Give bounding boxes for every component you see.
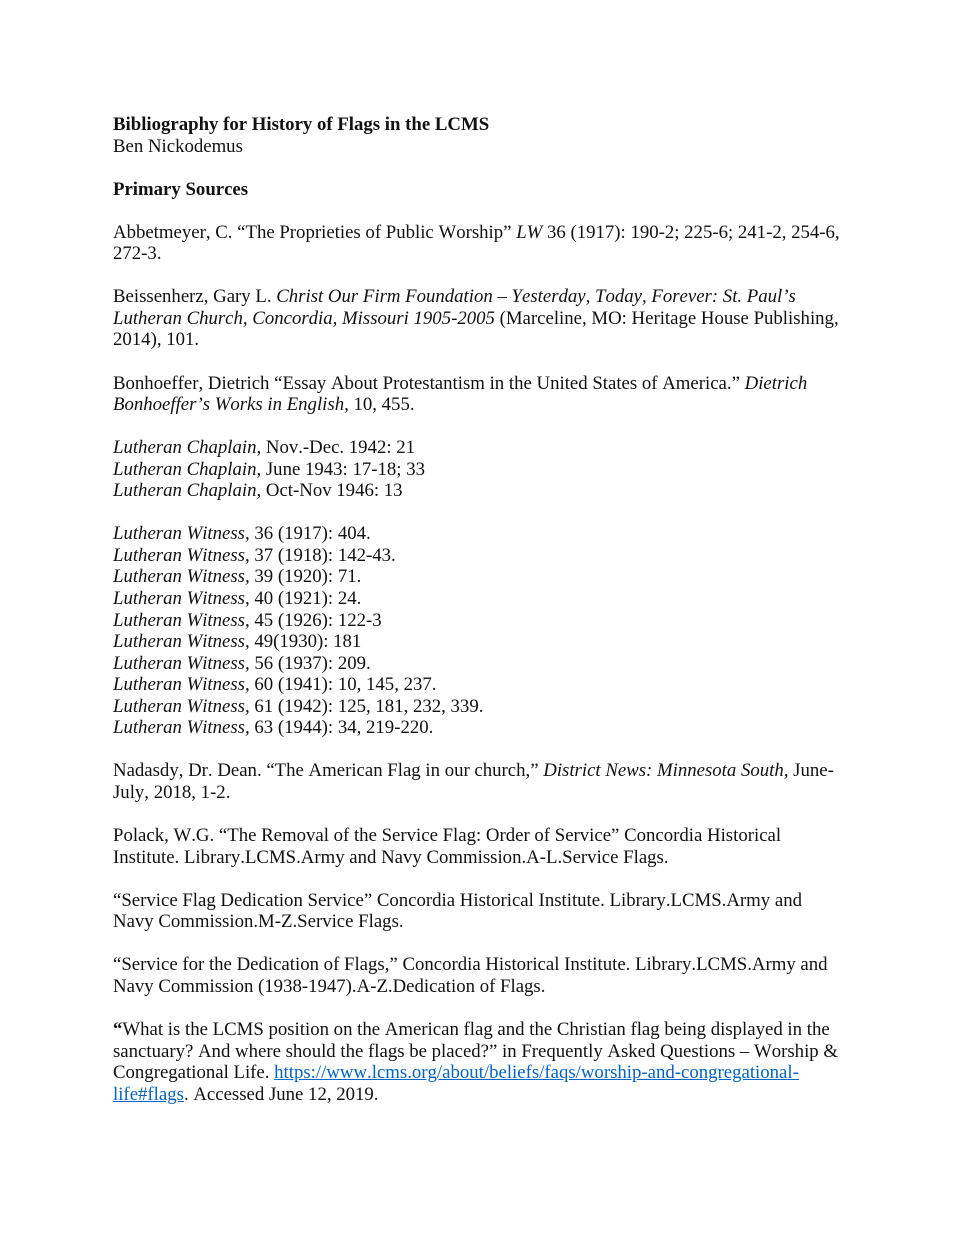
entry-text: 272-3. — [113, 243, 162, 265]
italic-title-text: Lutheran Witness, — [113, 523, 250, 545]
entry-text: “Service Flag Dedication Service” Concordia Historical Institute. Library.LCMS.Army and — [113, 889, 802, 911]
bib-entry-line — [113, 782, 846, 804]
bib-entry — [113, 373, 846, 416]
italic-title-text: Lutheran Church, Concordia, Missouri 1905-2005 — [113, 307, 495, 329]
entry-text: 56 (1937): 209. — [249, 652, 371, 674]
bib-entry-line — [113, 566, 846, 588]
entry-text: Oct-Nov 1946: 13 — [261, 480, 403, 502]
entry-text: 61 (1942): 125, 181, 232, 339. — [249, 695, 484, 717]
document-author: Ben Nickodemus — [113, 135, 243, 157]
entry-text: Nadasdy, Dr. Dean. “The American Flag in our church,” — [113, 760, 544, 782]
bib-entry-line — [113, 976, 846, 998]
entry-text: 49(1930): 181 — [249, 631, 362, 653]
document-header — [113, 114, 846, 157]
italic-title-text: Lutheran Witness, — [113, 566, 250, 588]
bib-entry-line — [113, 653, 846, 675]
italic-title-text: Bonhoeffer’s Works in English, — [113, 394, 349, 416]
italic-title-text: Christ Our Firm Foundation – Yesterday, Today, Forever: St. Paul’s — [276, 286, 796, 308]
bib-entry — [113, 890, 846, 933]
entry-text: Navy Commission.M-Z.Service Flags. — [113, 911, 404, 933]
bib-entry — [113, 286, 846, 351]
entry-text: “Service for the Dedication of Flags,” Concordia Historical Institute. Library.LCMS.Army and — [113, 954, 828, 976]
italic-title-text: District News: Minnesota South, — [543, 760, 789, 782]
bib-entry-line — [113, 1062, 846, 1084]
entry-text: 40 (1921): 24. — [249, 588, 362, 610]
bib-entry — [113, 1019, 846, 1105]
bib-entry-line — [113, 222, 846, 244]
bib-entry — [113, 760, 846, 803]
bib-entry-line — [113, 717, 846, 739]
entry-text: July, 2018, 1-2. — [113, 781, 231, 803]
bib-entry — [113, 954, 846, 997]
bib-entry-line — [113, 847, 846, 869]
bold-quote-mark: “ — [113, 1018, 123, 1040]
bib-entry — [113, 825, 846, 868]
bib-entry — [113, 523, 846, 738]
bib-entry-line — [113, 373, 846, 395]
italic-title-text: Lutheran Witness, — [113, 631, 250, 653]
entry-text: 45 (1926): 122-3 — [249, 609, 382, 631]
italic-title-text: Lutheran Chaplain, — [113, 480, 262, 502]
section-heading-primary-sources: Primary Sources — [113, 178, 249, 200]
entry-text: 36 (1917): 190-2; 225-6; 241-2, 254-6, — [542, 221, 840, 243]
bib-entry-line — [113, 329, 846, 351]
url-link[interactable]: https://www.lcms.org/about/beliefs/faqs/worship-and-congregational- — [274, 1062, 799, 1084]
entry-text: June- — [788, 760, 834, 782]
italic-title-text: Lutheran Witness, — [113, 588, 250, 610]
bib-entry-line — [113, 243, 846, 265]
bib-entry-line — [113, 674, 846, 696]
italic-title-text: Lutheran Witness, — [113, 652, 250, 674]
bib-entry-line — [113, 825, 846, 847]
italic-title-text: Lutheran Witness, — [113, 695, 250, 717]
bib-entry-line — [113, 588, 846, 610]
bib-entry-line — [113, 1041, 846, 1063]
entry-text: . Accessed June 12, 2019. — [183, 1083, 379, 1105]
entry-text: sanctuary? And where should the flags be placed?” in Frequently Asked Questions – Worship & — [113, 1040, 838, 1062]
entry-text: 2014), 101. — [113, 329, 200, 351]
italic-title-text: Lutheran Witness, — [113, 674, 250, 696]
bib-entry-line — [113, 308, 846, 330]
bib-entry-line — [113, 523, 846, 545]
bib-entry-line — [113, 545, 846, 567]
bib-entry-line — [113, 696, 846, 718]
bib-entry-line — [113, 760, 846, 782]
entry-text: 39 (1920): 71. — [249, 566, 362, 588]
entry-text: 36 (1917): 404. — [249, 523, 371, 545]
bib-entry-line — [113, 1019, 846, 1041]
bib-entry-line — [113, 459, 846, 481]
italic-title-text: Lutheran Witness, — [113, 717, 250, 739]
entry-text: Congregational Life. — [113, 1062, 275, 1084]
document-title: Bibliography for History of Flags in the LCMS — [113, 114, 490, 135]
bib-entry-line — [113, 631, 846, 653]
entry-text: Beissenherz, Gary L. — [113, 286, 277, 308]
entry-text: Institute. Library.LCMS.Army and Navy Commission.A-L.Service Flags. — [113, 846, 669, 868]
bib-entry-line — [113, 480, 846, 502]
url-link[interactable]: life#flags — [113, 1083, 184, 1105]
entry-text: (Marceline, MO: Heritage House Publishing, — [494, 307, 839, 329]
bib-entry-line — [113, 437, 846, 459]
bib-entry-line — [113, 286, 846, 308]
entry-text: 10, 455. — [348, 394, 415, 416]
bib-entry-line — [113, 1084, 846, 1106]
entry-text: What is the LCMS position on the American flag and the Christian flag being displayed in the — [122, 1018, 830, 1040]
entry-text: , Nov.-Dec. 1942: 21 — [256, 437, 416, 459]
bib-entry-line — [113, 610, 846, 632]
entry-text: 63 (1944): 34, 219-220. — [249, 717, 434, 739]
entry-text: 37 (1918): 142-43. — [249, 544, 396, 566]
entry-text: , June 1943: 17-18; 33 — [256, 458, 425, 480]
entry-text: Navy Commission (1938-1947).A-Z.Dedication of Flags. — [113, 975, 546, 997]
bib-entry-line — [113, 954, 846, 976]
bibliography-body — [113, 114, 846, 1127]
entry-text: Abbetmeyer, C. “The Proprieties of Public Worship” — [113, 221, 517, 243]
bibliography-entry-list — [113, 222, 846, 1105]
entry-text: Polack, W.G. “The Removal of the Service Flag: Order of Service” Concordia Historical — [113, 825, 782, 847]
bib-entry-line — [113, 394, 846, 416]
italic-title-text: Lutheran Witness, — [113, 609, 250, 631]
italic-title-text: LW — [516, 221, 543, 243]
italic-title-text: Lutheran Chaplain — [113, 458, 257, 480]
bib-entry-line — [113, 890, 846, 912]
italic-title-text: Lutheran Witness, — [113, 544, 250, 566]
bib-entry — [113, 437, 846, 502]
bib-entry-line — [113, 911, 846, 933]
entry-text: Bonhoeffer, Dietrich “Essay About Protestantism in the United States of America.” — [113, 372, 745, 394]
entry-text: 60 (1941): 10, 145, 237. — [249, 674, 437, 696]
italic-title-text: Dietrich — [744, 372, 808, 394]
bib-entry — [113, 222, 846, 265]
italic-title-text: Lutheran Chaplain — [113, 437, 257, 459]
